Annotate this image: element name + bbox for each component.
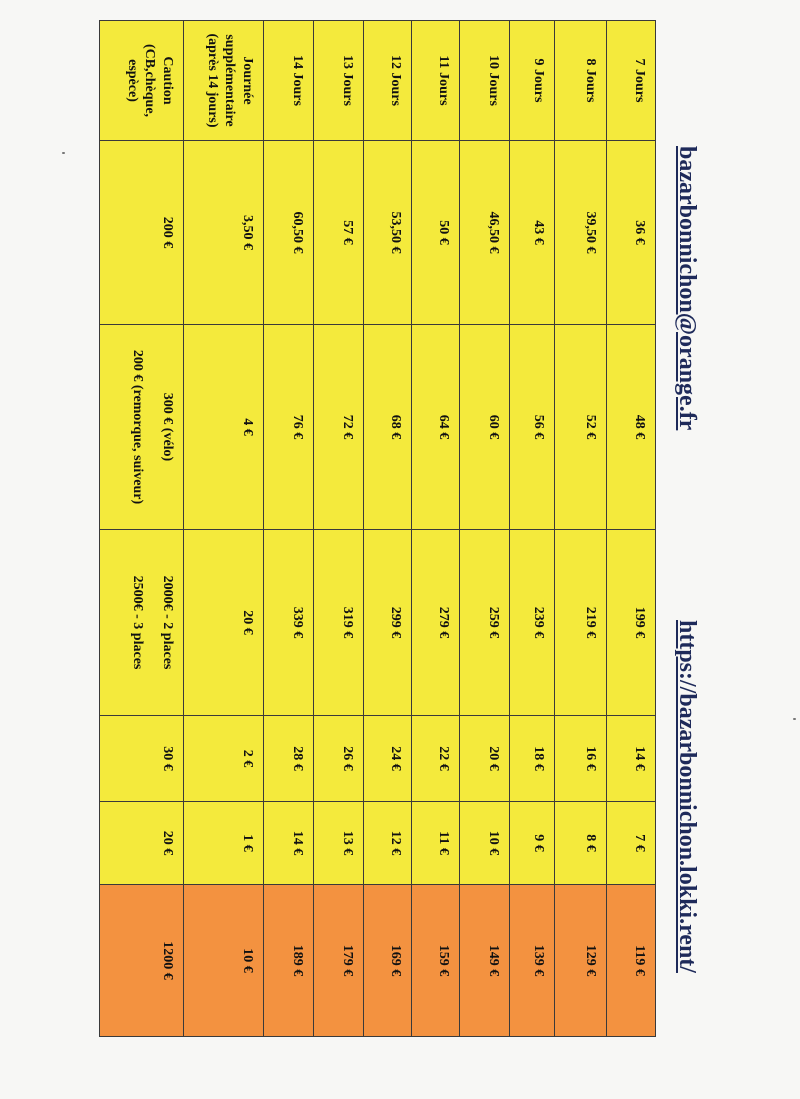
price-cell: 189 €: [264, 885, 314, 1037]
table-row: [364, 21, 412, 1037]
table-row: [510, 21, 555, 1037]
duration-label: 11 Jours: [412, 21, 460, 141]
price-cell: 68 €: [364, 325, 412, 530]
price-cell: 319 €: [314, 530, 364, 716]
price-cell: 3,50 €: [184, 141, 264, 325]
price-cell: 36 €: [607, 141, 656, 325]
price-cell: 64 €: [412, 325, 460, 530]
price-cell: 20 €: [460, 716, 510, 802]
price-cell: 46,50 €: [460, 141, 510, 325]
price-cell: 149 €: [460, 885, 510, 1037]
price-cell: 159 €: [412, 885, 460, 1037]
deposit-line: 2500€ - 3 places: [130, 575, 146, 670]
price-cell: 8 €: [555, 802, 607, 885]
price-cell: 16 €: [555, 716, 607, 802]
deposit-label: Caution (CB,chèque, espèce): [100, 21, 184, 141]
price-cell: 299 €: [364, 530, 412, 716]
price-cell: 259 €: [460, 530, 510, 716]
price-cell: 179 €: [314, 885, 364, 1037]
table-row: [607, 21, 656, 1037]
price-cell: 9 €: [510, 802, 555, 885]
price-cell: 18 €: [510, 716, 555, 802]
price-cell: 39,50 €: [555, 141, 607, 325]
price-cell: 48 €: [607, 325, 656, 530]
price-cell: 4 €: [184, 325, 264, 530]
price-cell: 52 €: [555, 325, 607, 530]
table-row: [264, 21, 314, 1037]
price-cell: 14 €: [607, 716, 656, 802]
price-table: [99, 20, 656, 1037]
table-row: [314, 21, 364, 1037]
table-row: [100, 21, 184, 1037]
price-cell: 56 €: [510, 325, 555, 530]
price-cell: 199 €: [607, 530, 656, 716]
price-cell: 76 €: [264, 325, 314, 530]
duration-label: 8 Jours: [555, 21, 607, 141]
price-cell: 14 €: [264, 802, 314, 885]
price-cell: 139 €: [510, 885, 555, 1037]
price-cell: 12 €: [364, 802, 412, 885]
price-cell: [100, 530, 184, 716]
price-cell: 11 €: [412, 802, 460, 885]
duration-label: 9 Jours: [510, 21, 555, 141]
price-cell: 20 €: [100, 802, 184, 885]
price-cell: 2 €: [184, 716, 264, 802]
price-cell: 339 €: [264, 530, 314, 716]
deposit-line: 2000€ - 2 places: [160, 575, 175, 670]
price-cell: 57 €: [314, 141, 364, 325]
price-cell: 1 €: [184, 802, 264, 885]
price-cell: 1200 €: [100, 885, 184, 1037]
price-cell: 7 €: [607, 802, 656, 885]
price-cell: 279 €: [412, 530, 460, 716]
price-cell: 22 €: [412, 716, 460, 802]
table-row: [184, 21, 264, 1037]
price-cell: 60,50 €: [264, 141, 314, 325]
table-row: [555, 21, 607, 1037]
price-cell: 53,50 €: [364, 141, 412, 325]
price-cell: 43 €: [510, 141, 555, 325]
scan-speck: [62, 152, 65, 154]
price-cell: 219 €: [555, 530, 607, 716]
price-cell: 239 €: [510, 530, 555, 716]
price-cell: 60 €: [460, 325, 510, 530]
price-cell: 26 €: [314, 716, 364, 802]
price-cell: 20 €: [184, 530, 264, 716]
table-row: [412, 21, 460, 1037]
price-cell: 10 €: [460, 802, 510, 885]
price-cell: 200 €: [100, 141, 184, 325]
duration-label: 7 Jours: [607, 21, 656, 141]
duration-label: Journée supplémentaire (après 14 jours): [184, 21, 264, 141]
price-cell: 50 €: [412, 141, 460, 325]
price-cell: 13 €: [314, 802, 364, 885]
duration-label: 14 Jours: [264, 21, 314, 141]
price-cell: 10 €: [184, 885, 264, 1037]
email-link[interactable]: bazarbonnichon@orange.fr: [674, 146, 700, 431]
price-cell: 129 €: [555, 885, 607, 1037]
price-cell: 28 €: [264, 716, 314, 802]
deposit-line: 200 € (remorque, suiveur): [130, 349, 146, 505]
duration-label: 12 Jours: [364, 21, 412, 141]
price-cell: 119 €: [607, 885, 656, 1037]
price-cell: [100, 325, 184, 530]
website-link[interactable]: https://bazarbonnichon.lokki.rent/: [674, 620, 700, 973]
price-cell: 72 €: [314, 325, 364, 530]
scan-speck: [793, 718, 796, 720]
price-cell: 30 €: [100, 716, 184, 802]
price-cell: 24 €: [364, 716, 412, 802]
table-row: [460, 21, 510, 1037]
duration-label: 10 Jours: [460, 21, 510, 141]
price-cell: 169 €: [364, 885, 412, 1037]
deposit-line: 300 € (vélo): [160, 392, 175, 462]
duration-label: 13 Jours: [314, 21, 364, 141]
